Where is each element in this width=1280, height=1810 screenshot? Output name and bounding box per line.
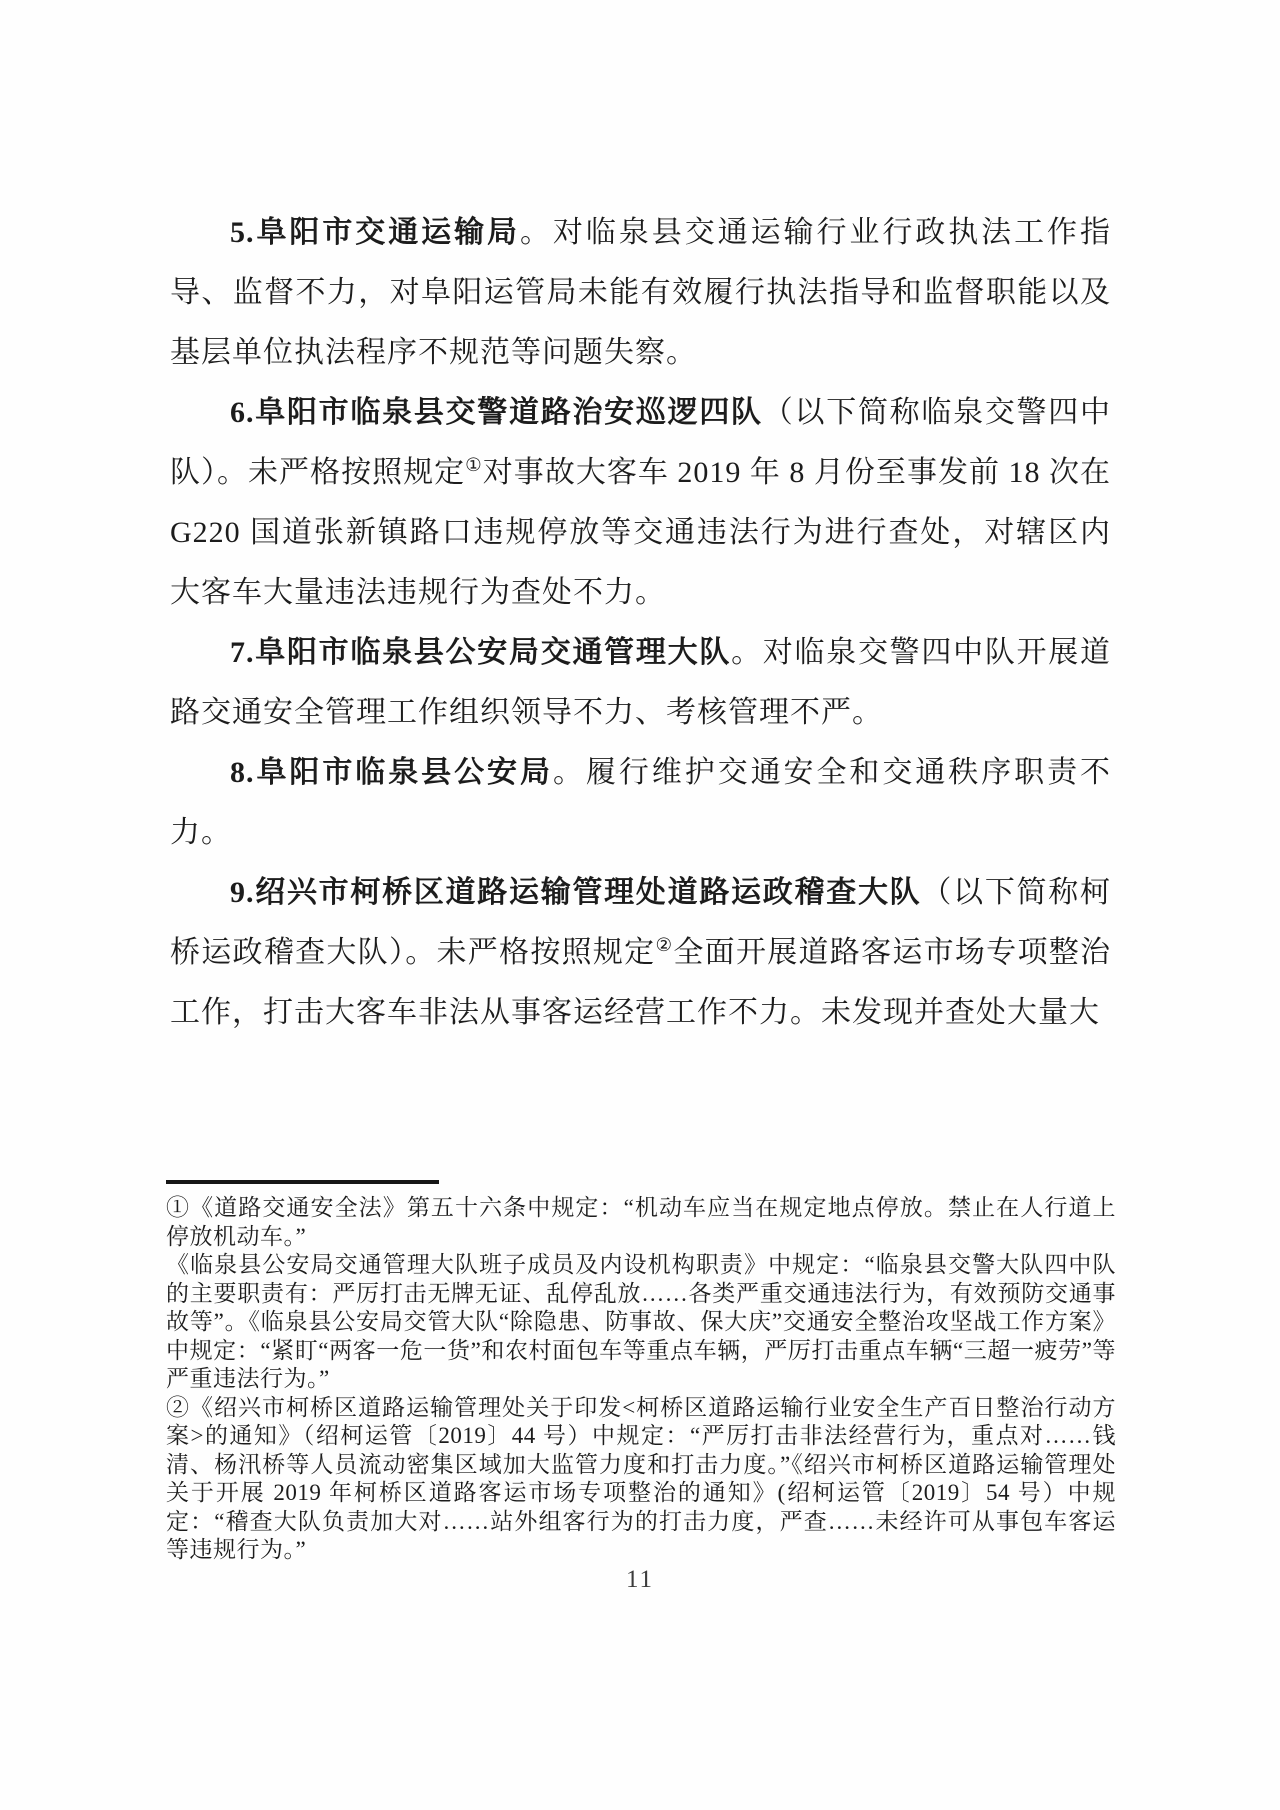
footnote-paragraph: ②《绍兴市柯桥区道路运输管理处关于印发<柯桥区道路运输行业安全生产百日整治行动方案>的通知》（绍柯运管〔2019〕44 号）中规定：“严厉打击非法经营行为，重点对……钱清、杨汛桥等人员流动密集区域加大监管力度和打击力度。”《绍兴市柯桥区道路运输管理处关于开展 2019 年柯桥区道路客运市场专项整治的通知》(绍柯运管〔2019〕54 号）中规定：“稽查大队负责加大对……站外组客行为的打击力度，严查……未经许可从事包车客运等违规行为。”: [166, 1394, 1116, 1562]
main-paragraph: [170, 203, 1111, 383]
entity-heading: 7.阜阳市临泉县公安局交通管理大队: [230, 636, 732, 669]
footnotes: [166, 1194, 1116, 1565]
entity-heading: 6.阜阳市临泉县交警道路治安巡逻四队: [230, 396, 763, 429]
entity-heading: 9.绍兴市柯桥区道路运输管理处道路运政稽查大队: [230, 876, 922, 909]
text-segment: （以下简称柯桥运政稽查大队）。未严格按照规定: [170, 876, 1112, 969]
footnote-separator: [166, 1180, 439, 1184]
text-segment: 对事故大客车 2019 年 8 月份至事发前 18 次在 G220 国道张新镇路口违规停放等交通违法行为进行查处，对辖区内大客车大量违法违规行为查处不力。: [170, 456, 1112, 609]
footnote-reference-marker: ①: [465, 455, 483, 476]
page-number: 11: [625, 1566, 655, 1593]
text-segment: 全面开展道路客运市场专项整治工作，打击大客车非法从事客运经营工作不力。未发现并查处大量大: [170, 936, 1112, 1029]
text-segment: （以下简称临泉交警四中队）。未严格按照规定: [170, 396, 1112, 489]
footnote-reference-marker: ②: [655, 935, 674, 956]
main-text: [170, 203, 1111, 1043]
footnote-paragraph: ①《道路交通安全法》第五十六条中规定：“机动车应当在规定地点停放。禁止在人行道上停放机动车。”: [166, 1195, 1116, 1249]
entity-heading: 5.阜阳市交通运输局: [230, 216, 520, 249]
entity-heading: 8.阜阳市临泉县公安局: [230, 756, 553, 789]
footnote-paragraph: 《临泉县公安局交通管理大队班子成员及内设机构职责》中规定：“临泉县交警大队四中队的主要职责有：严厉打击无牌无证、乱停乱放……各类严重交通违法行为，有效预防交通事故等”。《临泉县公安局交管大队“除隐患、防事故、保大庆”交通安全整治攻坚战工作方案》中规定：“紧盯“两客一危一货”和农村面包车等重点车辆，严厉打击重点车辆“三超一疲劳”等严重违法行为。”: [166, 1252, 1116, 1391]
main-paragraph: [170, 743, 1111, 863]
main-paragraph: [170, 383, 1111, 623]
text-segment: 。履行维护交通安全和交通秩序职责不力。: [170, 756, 1112, 849]
text-segment: 。对临泉县交通运输行业行政执法工作指导、监督不力，对阜阳运管局未能有效履行执法指导和监督职能以及基层单位执法程序不规范等问题失察。: [170, 216, 1112, 369]
main-paragraph: [170, 863, 1111, 1043]
text-segment: 。对临泉交警四中队开展道路交通安全管理工作组织领导不力、考核管理不严。: [170, 636, 1112, 729]
main-paragraph: [170, 623, 1111, 743]
